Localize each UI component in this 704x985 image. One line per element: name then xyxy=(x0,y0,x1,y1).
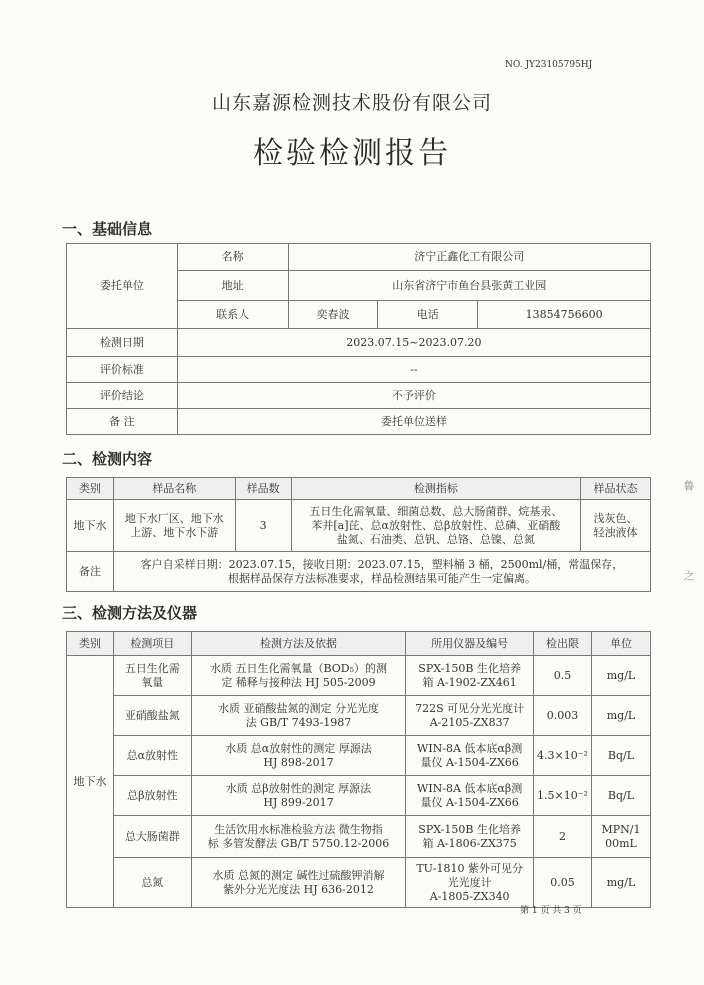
standard-label: 评价标准 xyxy=(67,357,178,383)
remark-value: 委托单位送样 xyxy=(177,409,650,435)
method-unit: mg/L xyxy=(592,858,651,908)
instrument-line: SPX-150B 生化培养 xyxy=(418,661,521,675)
instrument-line: TU-1810 紫外可见分 xyxy=(416,861,523,875)
unit-line: MPN/1 xyxy=(601,822,641,836)
method-line: 紫外分光光度法 HJ 636-2012 xyxy=(223,882,374,896)
method-unit: Bq/L xyxy=(592,736,651,776)
method-item: 总大肠菌群 xyxy=(113,816,191,858)
test-content-table xyxy=(66,477,651,592)
margin-note: 鲁 xyxy=(682,480,695,491)
row-sample-name xyxy=(113,500,235,552)
basic-info-table xyxy=(66,243,651,435)
indicator-line: 苯并[a]芘、总α放射性、总β放射性、总磷、亚硝酸 xyxy=(311,518,561,532)
methods-category: 地下水 xyxy=(67,656,114,908)
method-basis xyxy=(191,736,406,776)
sample-name-line: 上游、地下水下游 xyxy=(130,525,219,539)
method-row xyxy=(67,816,651,858)
phone-label: 电话 xyxy=(378,301,478,329)
header-instrument: 所用仪器及编号 xyxy=(406,632,534,656)
instrument-line: WIN-8A 低本底αβ测 xyxy=(417,741,523,755)
conclusion-value: 不予评价 xyxy=(177,383,650,409)
row-indicators xyxy=(291,500,580,552)
header-limit: 检出限 xyxy=(534,632,592,656)
method-instrument xyxy=(406,776,534,816)
method-line: 标 多管发酵法 GB/T 5750.12-2006 xyxy=(207,836,390,850)
method-unit: Bq/L xyxy=(592,776,651,816)
header-sample-count: 样品数 xyxy=(235,478,291,500)
header-indicators: 检测指标 xyxy=(291,478,580,500)
remark-label: 备注 xyxy=(67,552,114,592)
method-line: 生活饮用水标准检验方法 微生物指 xyxy=(214,822,383,836)
method-limit: 2 xyxy=(534,816,592,858)
sample-name-line: 地下水厂区、地下水 xyxy=(124,511,224,525)
header-sample-state: 样品状态 xyxy=(581,478,651,500)
instrument-line: 量仪 A-1504-ZX66 xyxy=(420,755,519,769)
method-item: 亚硝酸盐氮 xyxy=(113,696,191,736)
remark-text xyxy=(113,552,650,592)
remark-line: 根据样品保存方法标准要求，样品检测结果可能产生一定偏离。 xyxy=(227,571,536,585)
item-line: 五日生化需 xyxy=(124,661,180,675)
page-footer: 第 1 页 共 3 页 xyxy=(520,906,582,916)
method-item: 总氮 xyxy=(113,858,191,908)
method-line: 水质 总β放射性的测定 厚源法 xyxy=(225,781,372,795)
indicator-line: 盐氮、石油类、总钒、总铬、总镍、总氮 xyxy=(336,532,535,546)
method-line: 法 GB/T 7493-1987 xyxy=(245,715,352,729)
method-limit: 4.3×10⁻² xyxy=(534,736,592,776)
margin-note: 之 xyxy=(682,570,695,581)
method-limit: 0.5 xyxy=(534,656,592,696)
method-basis xyxy=(191,858,406,908)
method-line: HJ 899-2017 xyxy=(263,795,334,809)
contact-value: 奕春波 xyxy=(288,301,378,329)
method-line: 水质 五日生化需氧量（BOD₅）的测 xyxy=(209,661,387,675)
company-name: 山东嘉源检测技术股份有限公司 xyxy=(211,92,492,114)
address-label: 地址 xyxy=(177,271,288,301)
method-basis xyxy=(191,656,406,696)
instrument-line: 箱 A-1806-ZX375 xyxy=(422,836,517,850)
client-label: 委托单位 xyxy=(67,244,178,329)
standard-value: -- xyxy=(177,357,650,383)
method-instrument xyxy=(406,656,534,696)
instrument-line: 光光度计 xyxy=(447,875,492,889)
header-method: 检测方法及依据 xyxy=(191,632,406,656)
section-basic-info-heading: 一、基础信息 xyxy=(62,220,153,238)
method-basis xyxy=(191,696,406,736)
method-row xyxy=(67,696,651,736)
method-row xyxy=(67,776,651,816)
section-methods-heading: 三、检测方法及仪器 xyxy=(62,604,198,622)
method-row xyxy=(67,656,651,696)
instrument-line: WIN-8A 低本底αβ测 xyxy=(417,781,523,795)
method-basis xyxy=(191,816,406,858)
state-line: 浅灰色、 xyxy=(593,511,638,525)
method-line: HJ 898-2017 xyxy=(263,755,334,769)
method-line: 定 稀释与接种法 HJ 505-2009 xyxy=(221,675,376,689)
method-row xyxy=(67,736,651,776)
method-limit: 1.5×10⁻² xyxy=(534,776,592,816)
instrument-line: A-2105-ZX837 xyxy=(429,715,510,729)
date-label: 检测日期 xyxy=(67,329,178,357)
method-instrument xyxy=(406,696,534,736)
methods-table xyxy=(66,631,651,908)
instrument-line: A-1805-ZX340 xyxy=(429,889,510,903)
method-instrument xyxy=(406,858,534,908)
report-title: 检验检测报告 xyxy=(253,136,451,171)
phone-value: 13854756600 xyxy=(478,301,651,329)
header-sample-name: 样品名称 xyxy=(113,478,235,500)
method-line: 水质 总α放射性的测定 厚源法 xyxy=(225,741,372,755)
state-line: 轻浊液体 xyxy=(593,525,638,539)
remark-line: 客户自采样日期：2023.07.15，接收日期：2023.07.15，塑料桶 3 桶，2500ml/桶，常温保存， xyxy=(140,557,624,571)
row-sample-state xyxy=(581,500,651,552)
method-unit xyxy=(592,816,651,858)
instrument-line: SPX-150B 生化培养 xyxy=(418,822,521,836)
conclusion-label: 评价结论 xyxy=(67,383,178,409)
header-category: 类别 xyxy=(67,478,114,500)
section-test-content-heading: 二、检测内容 xyxy=(62,450,153,468)
method-unit: mg/L xyxy=(592,696,651,736)
method-item: 总β放射性 xyxy=(113,776,191,816)
instrument-line: 量仪 A-1504-ZX66 xyxy=(420,795,519,809)
name-label: 名称 xyxy=(177,244,288,271)
method-item xyxy=(113,656,191,696)
remark-label: 备 注 xyxy=(67,409,178,435)
method-basis xyxy=(191,776,406,816)
method-limit: 0.003 xyxy=(534,696,592,736)
method-item: 总α放射性 xyxy=(113,736,191,776)
address-value: 山东省济宁市鱼台县张黄工业园 xyxy=(288,271,650,301)
method-line: 水质 总氮的测定 碱性过硫酸钾消解 xyxy=(212,868,385,882)
contact-label: 联系人 xyxy=(177,301,288,329)
method-instrument xyxy=(406,736,534,776)
method-instrument xyxy=(406,816,534,858)
unit-line: 00mL xyxy=(605,836,637,850)
row-category: 地下水 xyxy=(67,500,114,552)
instrument-line: 箱 A-1902-ZX461 xyxy=(422,675,517,689)
indicator-line: 五日生化需氧量、细菌总数、总大肠菌群、烷基汞、 xyxy=(309,504,563,518)
method-limit: 0.05 xyxy=(534,858,592,908)
header-category: 类别 xyxy=(67,632,114,656)
method-line: 水质 亚硝酸盐氮的测定 分光光度 xyxy=(217,701,379,715)
report-number: NO. JY23105795HJ xyxy=(505,60,593,70)
header-item: 检测项目 xyxy=(113,632,191,656)
header-unit: 单位 xyxy=(592,632,651,656)
row-sample-count: 3 xyxy=(235,500,291,552)
name-value: 济宁正鑫化工有限公司 xyxy=(288,244,650,271)
date-value: 2023.07.15~2023.07.20 xyxy=(177,329,650,357)
instrument-line: 722S 可见分光光度计 xyxy=(415,701,525,715)
item-line: 氧量 xyxy=(141,675,164,689)
method-row xyxy=(67,858,651,908)
method-unit: mg/L xyxy=(592,656,651,696)
